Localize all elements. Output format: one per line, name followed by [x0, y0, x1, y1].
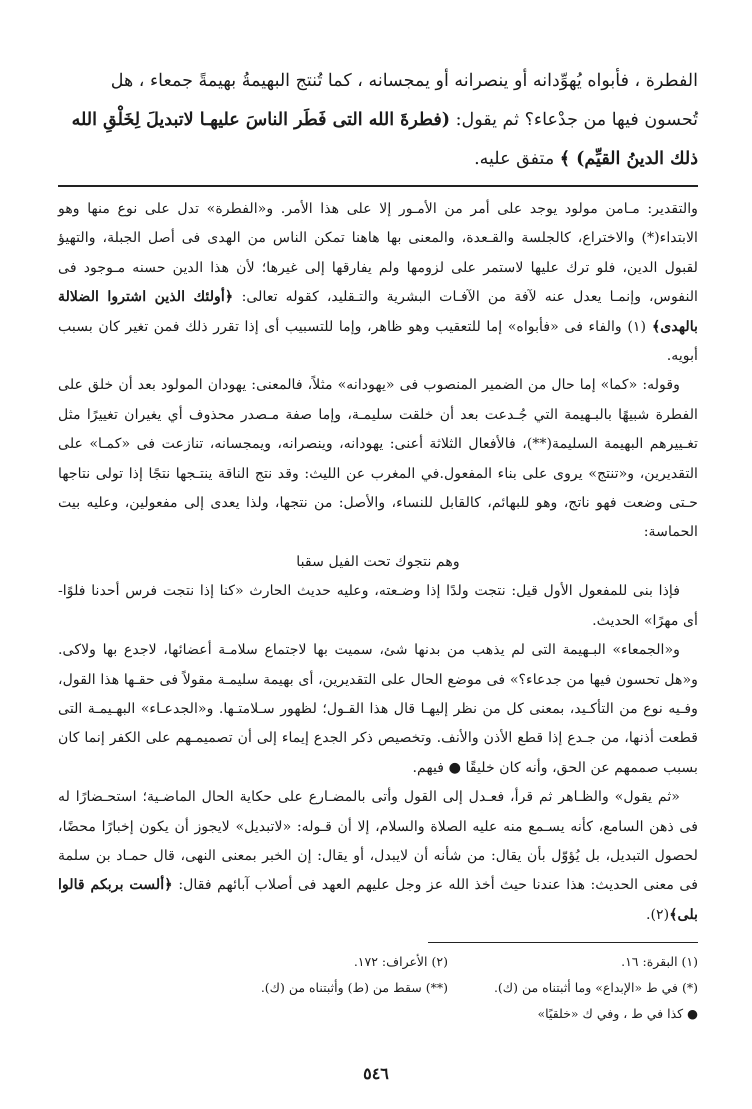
commentary-p5-verse: ﴿ألست بربكم قالوا بلى﴾ [58, 877, 698, 923]
footnote-4: (**) سقط من (ط) وأثبتناه من (ك). [260, 980, 448, 996]
main-hadith-text [58, 62, 698, 179]
footnote-row-2 [58, 975, 698, 1001]
footnote-row-1 [58, 949, 698, 975]
commentary-p5-end: . [645, 906, 651, 923]
commentary-section [58, 195, 698, 930]
page-content [58, 62, 698, 1027]
main-text-line-2-start: تُحسون فيها من جدْعاء؟ ثم يقول: [450, 110, 698, 130]
page-number: ٥٤٦ [363, 1064, 389, 1083]
footnotes-section [58, 949, 698, 1027]
main-text-line-3 [58, 140, 698, 179]
commentary-paragraph-5 [58, 783, 698, 930]
footnote-divider-rule [428, 942, 698, 943]
main-divider-rule [58, 185, 698, 187]
quran-verse-part-2: ذلك الدينُ القيِّم) ﴾ [559, 149, 698, 169]
main-text-line-2 [58, 101, 698, 140]
footnote-3: (*) في ط «الإبداع» وما أثبتناه من (ك). [493, 980, 698, 996]
footnote-ref-2: (٢) [650, 906, 670, 923]
footnote-2: (٢) الأعراف: ١٧٢. [353, 954, 448, 970]
footnote-ref-1: (١) [627, 318, 647, 335]
commentary-p1-verse: ﴿أولئك الذين اشتروا الضلالة بالهدى﴾ [58, 289, 698, 335]
commentary-paragraph-1 [58, 195, 698, 371]
main-text-line-3-end: متفق عليه. [474, 149, 560, 169]
footnote-5: ● كذا في ط ، وفي ك «خلقيًا» [537, 1006, 698, 1022]
commentary-paragraph-4: و«الجمعاء» البـهيمة التى لم يذهب من بدنها شئ، سميت بها لاجتماع سلامـة أعضائها، لاجدع بها ولاكى. و«هل تحسون فيها من جدعاء؟» فى موضع الحال على التقديرين، أى بهيمة سليمـة مقولاً فى حقـها هذا القول، وفـيه نوع من التأكـيد، بمعنى كل من نظر إليهـا قال هذا القـول؛ لظهور سـلامتـها. و«الجدعـاء» البهـيمـة التى قطعت أذنها، من جـدع إذا قطع الأذن والأنف. وتخصيص ذكر الجدع إيماء إلى أن تصميمـهم على الكفر إنما كان بسبب صممهم عن الحق، وأنه كان خليقًا ● فيهم. [58, 642, 698, 776]
commentary-p1-text: والتقدير: مـامن مولود يوجد على أمر من الأمـور إلا على هذا الأمر. و«الفطرة» تدل على نوع منها وهو الابتداء(*) والاختراع، كالجلسة والقـعدة، والمعنى بها هاهنا تمكن الناس من الهدى فى أصل الجبلة، والتهيؤ لقبول الدين، فلو ترك عليها لاستمر على لزومها ولم يفارقها إلى غيرها؛ لأن هذا الدين حسنه مـوجود فى النفوس، وإنمـا يعدل عنه لآفة من الآفـات البشرية والتـقليد، كقوله تعالى: [58, 201, 698, 306]
poem-verse: وهم نتجوك تحت الفيل سقبا [296, 553, 460, 570]
commentary-paragraph-3: فإذا بنى للمفعول الأول قيل: نتجت ولدًا إذا وضـعته، وعليه حديث الحارث «كنا إذا نتجت فرس أحدنا فلوًا- أى مهرًا» الحديث. [58, 583, 698, 629]
commentary-p5-text: «ثم يقول» والظـاهر ثم قرأ، فعـدل إلى القول وأتى بالمضـارع على حكاية الحال الماضـية؛ استحـضارًا له فى ذهن السامع، كأنه يسـمع منه عليه الصلاة والسلام، إلا أن قـوله: «لاتبديل» لايجوز أن يكون إخبارًا محضًا، لحصول التبديل، بل يُؤوّل بأن يقال: من شأنه أن لايبدل، أو يقال: إن الخبر بمعنى النهى، قال حمـاد بن سلمة فى معنى الحديث: هذا عندنا حيث أخذ الله عز وجل عليهم العهد فى أصلاب آبائهم فقال: [58, 789, 698, 894]
commentary-paragraph-2: وقوله: «كما» إما حال من الضمير المنصوب فى «يهودانه» مثلاً، فالمعنى: يهودان المولود بعد أن خلق على الفطرة شبيهًا بالبـهيمة التي جُـدعت بعد أن خلقت سليمـة، وإما صفة مـصدر محذوف أي يغيران تغييرًا مثل تغـييرهم البهيمة السليمة(**)، فالأفعال الثلاثة أعنى: يهودانه، وينصرانه، ويمجسانه، تنازعت فى «كمـا» على التقديرين، و«تنتج» يروى على بناء المفعول.في المغرب عن الليث: وقد نتج الناقة ينتـجها نتجًا إذا تولى نتاجها حـتى وضعت فهو ناتج، وهو للبهائم، كالقابل للنساء، والأصل: من نتجها، ولذا يعدى إلى مفعولين، وعليه بيت الحماسة: [58, 377, 698, 541]
footnote-1: (١) البقرة: ١٦. [621, 954, 698, 970]
main-text-line-1: الفطرة ، فأبواه يُهوِّدانه أو ينصرانه أو يمجسانه ، كما تُنتج البهيمةُ بهيمةً جمعاء ، هل [110, 71, 698, 91]
commentary-p1-end: والفاء فى «فأبواه» إما للتعقيب وهو ظاهر، وإما للتسبيب أى إذا تقرر ذلك فمن تغير كان بسبب أبويه. [58, 318, 698, 365]
quran-verse-part-1: (فطرةَ الله التى فَطَر الناسَ عليهـا لاتبديلَ لِخَلْقِ الله [71, 110, 451, 130]
